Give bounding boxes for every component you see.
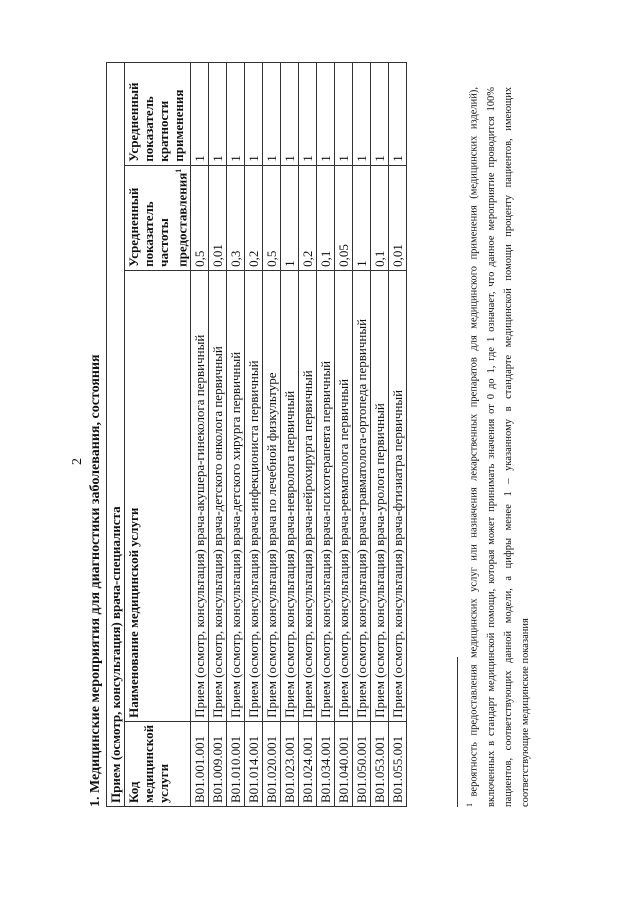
footnote-reference: 1: [174, 168, 183, 173]
table-body: [191, 63, 407, 807]
table-row: [335, 63, 353, 807]
cell-frequency: 1: [281, 165, 299, 270]
cell-frequency: 0,1: [317, 165, 335, 270]
cell-frequency: 0,01: [389, 165, 407, 270]
cell-frequency: 0,5: [191, 165, 209, 270]
cell-name: Прием (осмотр, консультация) врача-невролога первичный: [281, 270, 299, 721]
cell-name: Прием (осмотр, консультация) врача-уролога первичный: [371, 270, 389, 721]
cell-multiplicity: 1: [335, 63, 353, 166]
cell-code: B01.034.001: [317, 721, 335, 806]
cell-code: B01.020.001: [263, 721, 281, 806]
header-code: Код медицинской услуги: [125, 721, 191, 806]
cell-name: Прием (осмотр, консультация) врача-детского хирурга первичный: [227, 270, 245, 721]
cell-code: B01.050.001: [353, 721, 371, 806]
table-row: [209, 63, 227, 807]
cell-multiplicity: 1: [371, 63, 389, 166]
table-row: [371, 63, 389, 807]
footnote-mark: 1: [465, 803, 474, 807]
cell-name: Прием (осмотр, консультация) врача-инфекциониста первичный: [245, 270, 263, 721]
cell-code: B01.009.001: [209, 721, 227, 806]
cell-frequency: 0,5: [263, 165, 281, 270]
cell-name: Прием (осмотр, консультация) врача-акушера-гинеколога первичный: [191, 270, 209, 721]
cell-multiplicity: 1: [263, 63, 281, 166]
cell-multiplicity: 1: [317, 63, 335, 166]
cell-frequency: 0,01: [209, 165, 227, 270]
cell-multiplicity: 1: [191, 63, 209, 166]
cell-multiplicity: 1: [227, 63, 245, 166]
cell-code: B01.010.001: [227, 721, 245, 806]
cell-name: Прием (осмотр, консультация) врача по лечебной физкультуре: [263, 270, 281, 721]
table-subheader: Прием (осмотр, консультация) врача-специалиста: [107, 63, 125, 807]
cell-frequency: 0,2: [245, 165, 263, 270]
cell-multiplicity: 1: [209, 63, 227, 166]
page-number: 2: [70, 458, 85, 465]
cell-name: Прием (осмотр, консультация) врача-фтизиатра первичный: [389, 270, 407, 721]
cell-name: Прием (осмотр, консультация) врача-травматолога-ортопеда первичный: [353, 270, 371, 721]
header-multiplicity: Усредненный показатель кратности применения: [125, 63, 191, 166]
cell-code: B01.023.001: [281, 721, 299, 806]
section-title: 1. Медицинские мероприятия для диагностики заболевания, состояния: [88, 354, 103, 807]
footnote: [461, 87, 534, 807]
cell-name: Прием (осмотр, консультация) врача-ревматолога первичный: [335, 270, 353, 721]
table-subheader-row: [107, 63, 125, 807]
header-name: Наименование медицинской услуги: [125, 270, 191, 721]
table-row: [299, 63, 317, 807]
cell-code: B01.024.001: [299, 721, 317, 806]
table-row: [353, 63, 371, 807]
cell-name: Прием (осмотр, консультация) врача-детского онколога первичный: [209, 270, 227, 721]
table-row: [389, 63, 407, 807]
cell-frequency: 0,3: [227, 165, 245, 270]
cell-multiplicity: 1: [245, 63, 263, 166]
cell-code: B01.001.001: [191, 721, 209, 806]
header-frequency: [125, 165, 191, 270]
cell-frequency: 0,1: [371, 165, 389, 270]
cell-code: B01.055.001: [389, 721, 407, 806]
cell-frequency: 1: [353, 165, 371, 270]
cell-code: B01.053.001: [371, 721, 389, 806]
table-row: [317, 63, 335, 807]
table-row: [245, 63, 263, 807]
cell-multiplicity: 1: [353, 63, 371, 166]
cell-frequency: 0,2: [299, 165, 317, 270]
cell-frequency: 0,05: [335, 165, 353, 270]
table-row: [191, 63, 209, 807]
table-row: [281, 63, 299, 807]
cell-code: B01.040.001: [335, 721, 353, 806]
cell-name: Прием (осмотр, консультация) врача-нейрохирурга первичный: [299, 270, 317, 721]
cell-multiplicity: 1: [299, 63, 317, 166]
footnote-divider: [457, 657, 458, 807]
table-row: [227, 63, 245, 807]
services-table: [106, 62, 407, 807]
cell-multiplicity: 1: [389, 63, 407, 166]
cell-code: B01.014.001: [245, 721, 263, 806]
table-header-row: [125, 63, 191, 807]
footnote-text: вероятность предоставления медицинских услуг или назначения лекарственных препаратов для медицинского применения (медицинских изделий), включенных в стандарт медицинской помощи, которая может принимать значения от 0 до 1, где 1 означает, что данное мероприятие проводится 100% пациентов, соответствующих данной модели, а цифры менее 1 – указанному в стандарте медицинской помощи проценту пациентов, имеющих соответствующие медицинские показания: [468, 86, 531, 807]
cell-multiplicity: 1: [281, 63, 299, 166]
cell-name: Прием (осмотр, консультация) врача-психотерапевта первичный: [317, 270, 335, 721]
table-row: [263, 63, 281, 807]
header-frequency-label: Усредненный показатель частоты предоставления: [126, 172, 190, 267]
